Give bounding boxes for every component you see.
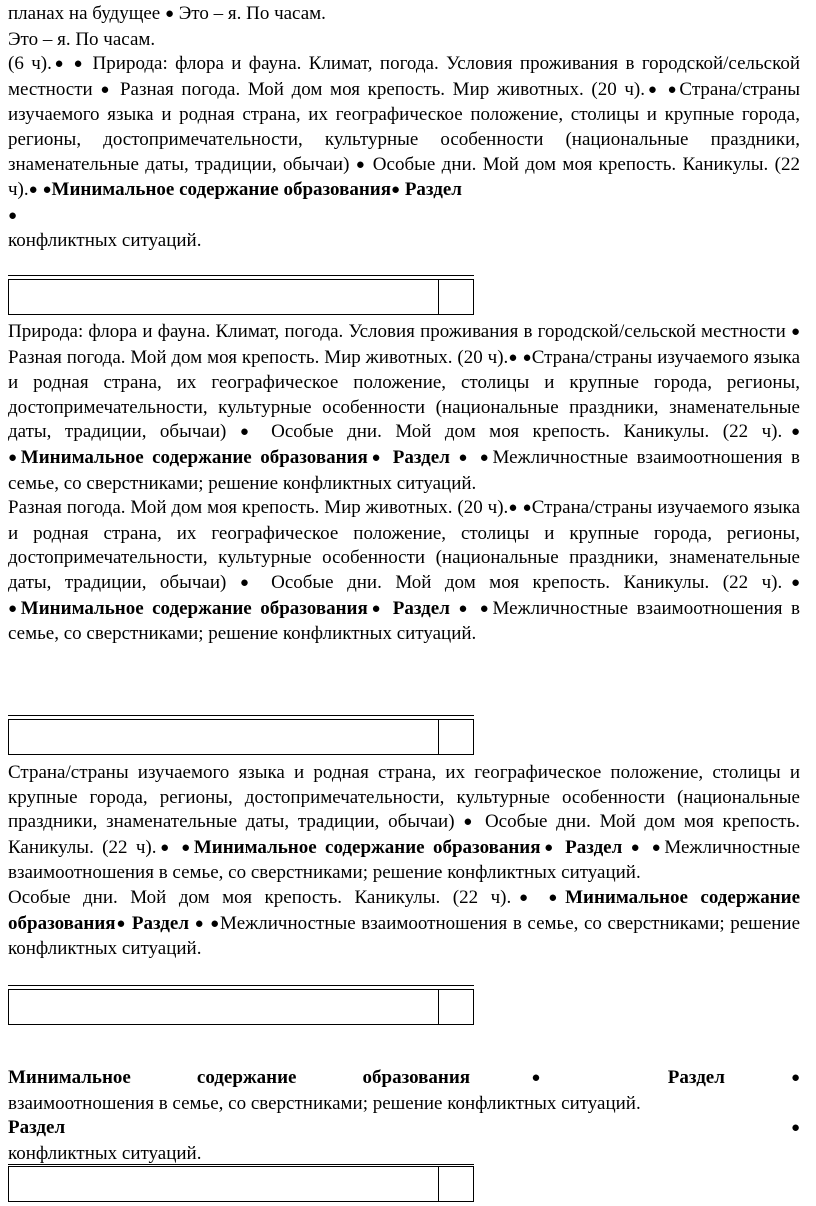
text: планах на будущее [8, 3, 161, 24]
bullet-icon: ● [156, 839, 173, 856]
text: Особые дни. Мой дом моя крепость. Каникулы. (22 ч). [257, 421, 783, 443]
bullet-icon: ● [522, 349, 532, 366]
table-row [8, 989, 474, 1025]
text: Страна/страны изучаемого языка и родная страна, их географическое положение, столицы и крупные города, регионы, достопримечательности, культурные особенности (национальные праздники, знаменательные даты, традиции, обычаи) [8, 762, 800, 833]
text: Межличностные взаимоотношения в семье, со сверстниками; решение конфликтных ситуаций. [8, 836, 800, 884]
table-row [8, 279, 474, 315]
bullet-icon: ● [42, 182, 52, 199]
bullet-icon: ● [458, 449, 472, 466]
paragraph [8, 52, 800, 229]
bold-text: Раздел [556, 836, 623, 858]
text: Страна/страны изучаемого языка и родная страна, их географическое положение, столицы и крупные города, регионы, достопримечательности, культурные особенности (национальные праздники, знаменательные даты, традиции, обычаи) [8, 497, 801, 593]
text: Особые дни. Мой дом моя крепость. Каникулы. (22 ч). [8, 153, 800, 201]
bold-text: Минимальное содержание образования [20, 597, 368, 619]
text-block-3 [8, 761, 800, 962]
text: Разная погода. Мой дом моя крепость. Мир животных. (20 ч). [112, 78, 645, 100]
bold-text: Минимальное содержание образования [193, 836, 541, 858]
text-block-1 [8, 2, 800, 254]
bullet-icon: ● [51, 56, 67, 73]
bold-text: Раздел [384, 597, 450, 619]
bold-text: Минимальное содержание образования [51, 179, 392, 201]
bullet-icon: ● [391, 182, 401, 199]
bullet-icon: ● [782, 574, 801, 591]
bullet-icon: ● [367, 600, 385, 617]
paragraph [8, 761, 800, 886]
bullet-icon: ● [667, 81, 680, 98]
text: Это – я. По часам. [8, 28, 156, 50]
bullet-icon: ● [479, 600, 493, 617]
text: Природа: флора и фауна. Климат, погода. Условия проживания в городской/сельской местности [8, 321, 791, 342]
table-cell-divider [438, 990, 439, 1024]
paragraph [8, 1092, 800, 1117]
text-block-4 [8, 1066, 800, 1166]
text: Особые дни. Мой дом моя крепость. Каникулы. (22 ч). [8, 811, 800, 858]
paragraph [8, 2, 800, 28]
text: Особые дни. Мой дом моя крепость. Каникулы. (22 ч). [257, 571, 783, 593]
divider [8, 715, 474, 716]
table-row [8, 1166, 474, 1202]
bullet-icon: ● [463, 814, 477, 831]
bullet-icon: ● [548, 889, 566, 906]
bullet-icon: ● [194, 915, 205, 932]
bullet-icon: ● [239, 424, 258, 441]
text: конфликтных ситуаций. [8, 230, 202, 252]
bullet-icon: ● [540, 839, 557, 856]
text: Особые дни. Мой дом моя крепость. Каникулы. (22 ч). [8, 886, 512, 908]
paragraph [8, 1116, 800, 1142]
bullet-icon: ● [511, 889, 536, 906]
bold-text: Минимальное содержание образования [20, 446, 368, 468]
bullet-icon: ● [73, 56, 86, 73]
bullet-icon: ● [508, 349, 518, 366]
bullet-icon: ● [164, 6, 175, 22]
bold-text: Раздел [601, 1067, 725, 1088]
table-cell-divider [438, 720, 439, 754]
text: Межличностные взаимоотношения в семье, со сверстниками; решение конфликтных ситуаций. [8, 446, 801, 494]
text: Страна/страны изучаемого языка и родная страна, их географическое положение, столицы и крупные города, регионы, достопримечательности, культурные особенности (национальные праздники, знаменательные даты, традиции, обычаи) [8, 78, 801, 175]
bold-text: Раздел [400, 179, 462, 201]
bullet-icon: ● [210, 915, 221, 932]
bold-text: Раздел [384, 446, 450, 468]
paragraph [8, 496, 800, 647]
text: взаимоотношения в семье, со сверстниками; решение конфликтных ситуаций. [8, 1092, 641, 1114]
bullet-icon: ● [651, 839, 665, 856]
text: Разная погода. Мой дом моя крепость. Мир животных. (20 ч). [8, 346, 509, 368]
bullet-icon: ● [8, 600, 21, 617]
bullet-icon: ● [470, 1070, 602, 1086]
bold-text: Минимальное содержание образования [8, 1067, 471, 1088]
bullet-icon: ● [367, 449, 385, 466]
paragraph [8, 28, 800, 53]
text-block-2 [8, 320, 800, 647]
table-row [8, 719, 474, 755]
bullet-icon: ● [458, 600, 472, 617]
bullet-icon: ● [508, 500, 518, 517]
text: конфликтных ситуаций. [8, 1142, 202, 1164]
paragraph [8, 320, 800, 496]
paragraph [8, 1066, 800, 1092]
bold-text: Раздел [126, 912, 190, 934]
bullet-icon: ● [355, 156, 367, 173]
text: Это – я. По часам. [174, 3, 326, 24]
bullet-icon: ● [644, 81, 660, 98]
bullet-icon: ● [8, 449, 21, 466]
bullet-icon: ● [522, 500, 532, 517]
text: Межличностные взаимоотношения в семье, со сверстниками; решение конфликтных ситуаций. [8, 597, 801, 645]
paragraph [8, 1142, 800, 1167]
text: Разная погода. Мой дом моя крепость. Мир животных. (20 ч). [8, 497, 509, 519]
bold-text: Минимальное содержание образования [8, 886, 801, 934]
paragraph [8, 886, 800, 962]
bullet-icon: ● [28, 182, 38, 199]
table-cell-divider [438, 280, 439, 314]
bullet-icon: ● [239, 574, 258, 591]
bullet-icon: ● [630, 839, 644, 856]
bullet-icon: ● [790, 1120, 800, 1137]
bullet-icon: ● [8, 207, 18, 224]
divider [8, 985, 474, 986]
bullet-icon: ● [790, 324, 800, 340]
bullet-icon: ● [479, 449, 493, 466]
bullet-icon: ● [181, 839, 194, 856]
text: Межличностные взаимоотношения в семье, со сверстниками; решение конфликтных ситуаций. [8, 912, 801, 960]
divider [8, 275, 474, 276]
table-cell-divider [438, 1167, 439, 1201]
bullet-icon: ● [782, 424, 801, 441]
text: (6 ч). [8, 53, 52, 75]
bullet-icon: ● [115, 915, 127, 932]
paragraph [8, 229, 800, 254]
text: Природа: флора и фауна. Климат, погода. Условия проживания в городской/сельской местности [8, 53, 801, 100]
bullet-icon: ● [790, 1070, 801, 1086]
text: Страна/страны изучаемого языка и родная страна, их географическое положение, столицы и крупные города, регионы, достопримечательности, культурные особенности (национальные праздники, знаменательные даты, традиции, обычаи) [8, 346, 801, 443]
bullet-icon: ● [100, 81, 113, 98]
divider [8, 1164, 474, 1165]
bold-text: Раздел [8, 1117, 66, 1139]
